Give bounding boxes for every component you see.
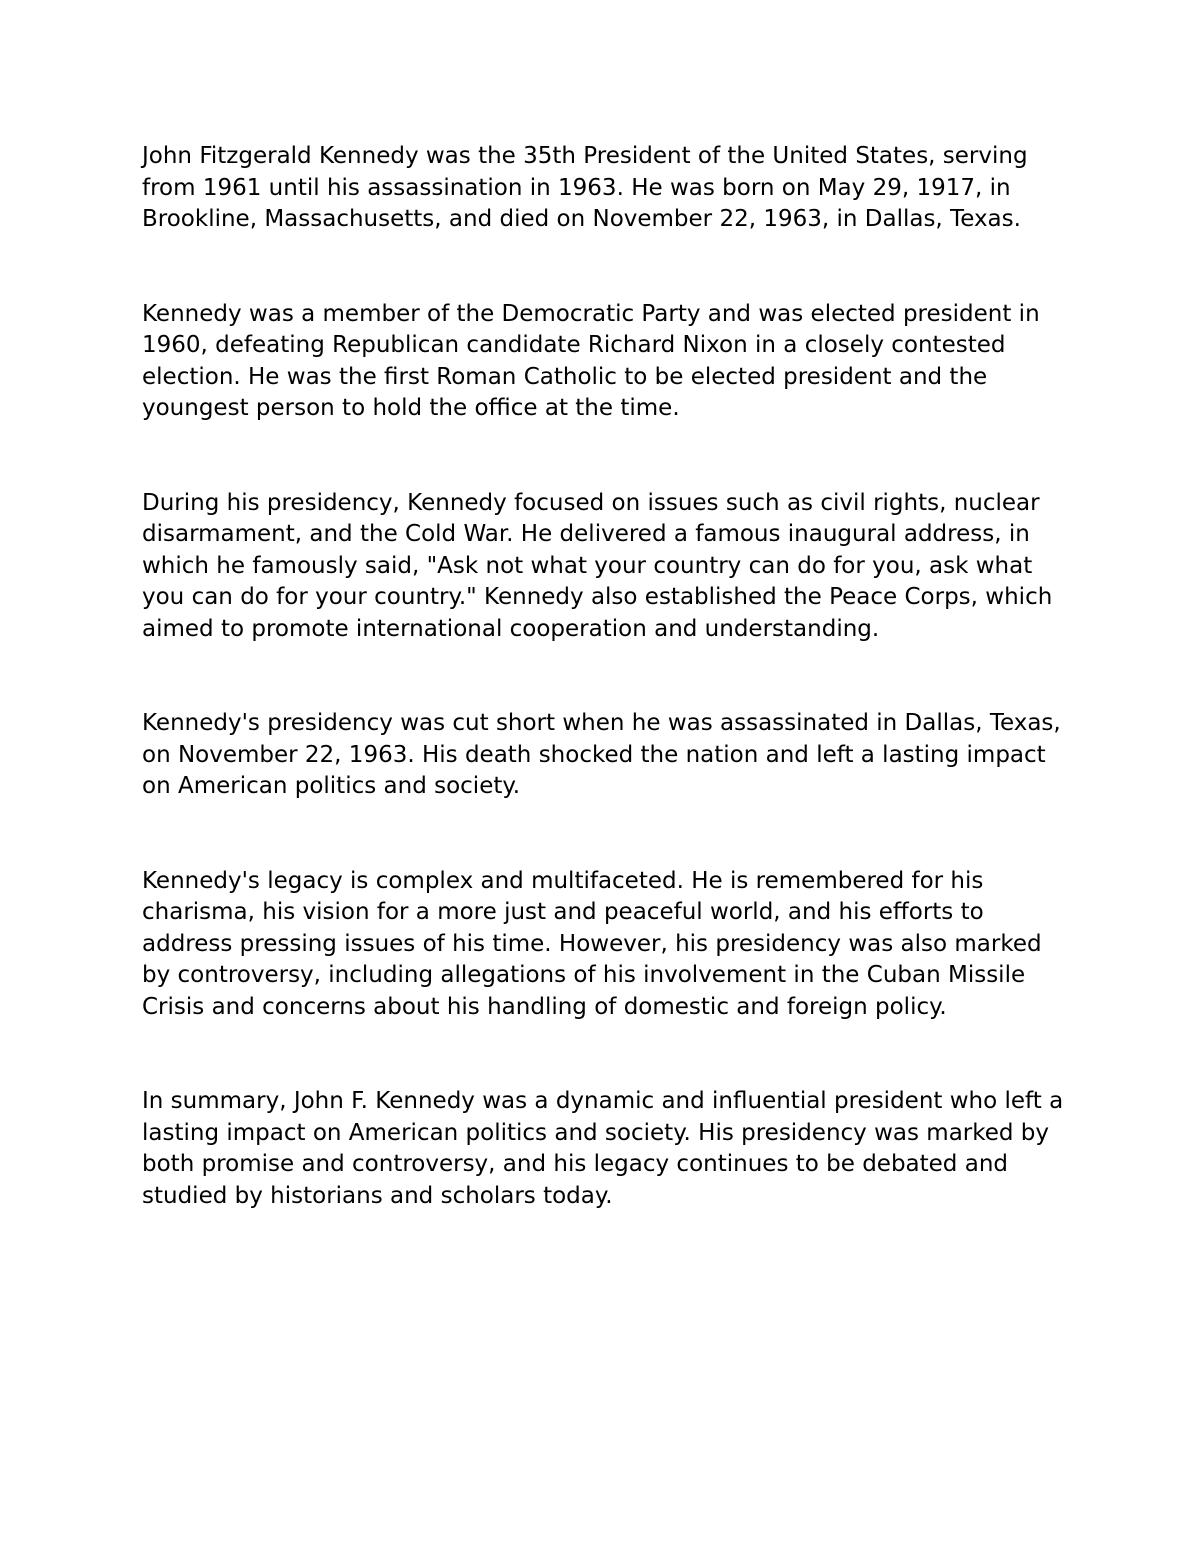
paragraph-election: Kennedy was a member of the Democratic Party and was elected president in 1960, defeating Republican candidate Richard Nixon in a closely contested election. He was the first Roman Catholic to be elected president and the youngest person to hold the office at the time. xyxy=(142,300,1040,421)
paragraph-legacy: Kennedy's legacy is complex and multifaceted. He is remembered for his charisma, his vision for a more just and peaceful world, and his efforts to address pressing issues of his time. However, his presidency was also marked by controversy, including allegations of his involvement in the Cuban Missile Crisis and concerns about his handling of domestic and foreign policy. xyxy=(142,867,1042,1020)
paragraph-assassination: Kennedy's presidency was cut short when he was assassinated in Dallas, Texas, on November 22, 1963. His death shocked the nation and left a lasting impact on American politics and society. xyxy=(142,710,1061,799)
paragraph-intro: John Fitzgerald Kennedy was the 35th President of the United States, serving from 1961 until his assassination in 1963. He was born on May 29, 1917, in Brookline, Massachusetts, and died on November 22, 1963, in Dallas, Texas. xyxy=(142,143,1028,232)
paragraph-summary: In summary, John F. Kennedy was a dynamic and influential president who left a lasting impact on American politics and society. His presidency was marked by both promise and controversy, and his legacy continues to be debated and studied by historians and scholars today. xyxy=(142,1088,1064,1209)
document-body xyxy=(142,141,1072,1212)
paragraph-presidency: During his presidency, Kennedy focused on issues such as civil rights, nuclear disarmament, and the Cold War. He delivered a famous inaugural address, in which he famously said, "Ask not what your country can do for you, ask what you can do for your country." Kennedy also established the Peace Corps, which aimed to promote international cooperation and understanding. xyxy=(142,489,1053,642)
